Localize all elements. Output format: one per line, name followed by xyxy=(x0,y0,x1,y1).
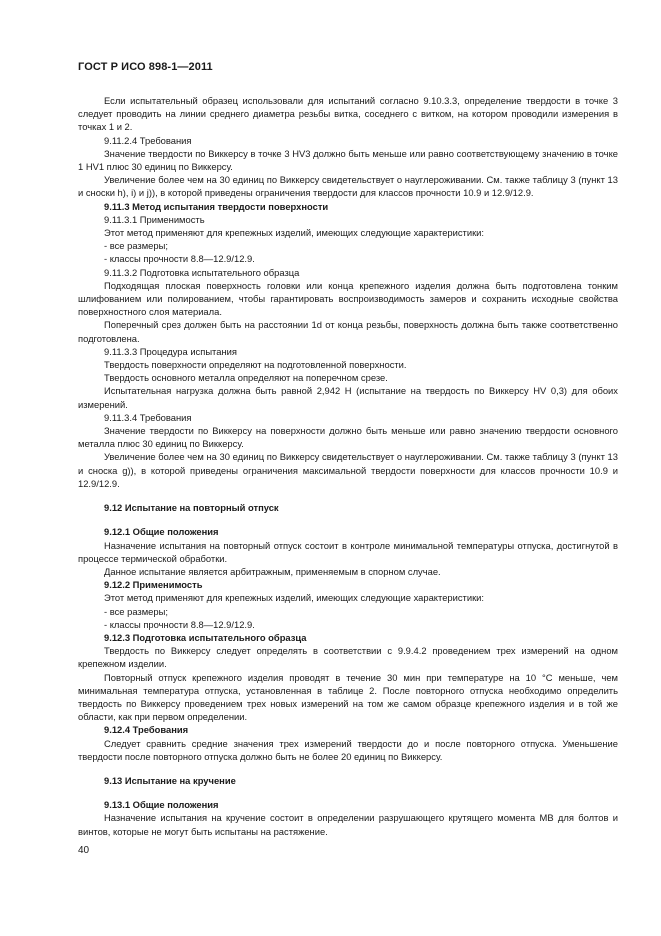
subsection-heading: 9.11.3.4 Требования xyxy=(104,411,192,423)
paragraph: Назначение испытания на кручение состоит в определении разрушающего крутящего момента MB для болтов и винтов, которые не могут быть испытаны на растяжение. xyxy=(78,812,618,837)
subsection-heading: 9.12.4 Требования xyxy=(104,724,189,736)
page-number: 40 xyxy=(78,845,90,856)
paragraph: Этот метод применяют для крепежных изделий, имеющих следующие характеристики: xyxy=(104,227,485,239)
paragraph: Увеличение более чем на 30 единиц по Виккерсу свидетельствует о науглероживании. См. также таблицу 3 (пункт 13 и сноска g)), в которой приведены ограничения максимальной твердости поверхности для классов прочности 10.9 и 12.9/12.9. xyxy=(78,451,618,489)
section-heading: 9.13 Испытание на кручение xyxy=(104,774,236,786)
paragraph: Поперечный срез должен быть на расстоянии 1d от конца резьбы, поверхность должна быть также соответственно подготовлена. xyxy=(78,319,618,344)
list-item: - классы прочности 8.8—12.9/12.9. xyxy=(104,618,255,630)
paragraph: Следует сравнить средние значения трех измерений твердости до и после повторного отпуска. Уменьшение твердости после повторного отпуска должно быть не более 20 единиц по Виккерсу. xyxy=(78,737,618,762)
paragraph: Значение твердости по Виккерсу на поверхности должно быть меньше или равно значению твердости основного металла плюс 30 единиц по Виккерсу. xyxy=(78,425,618,450)
list-item: - все размеры; xyxy=(104,240,168,252)
paragraph: Значение твердости по Виккерсу в точке 3 HV3 должно быть меньше или равно соответствующему значению в точке 1 HV1 плюс 30 единиц по Виккерсу. xyxy=(78,147,618,173)
subsection-heading: 9.11.3.1 Применимость xyxy=(104,213,205,225)
paragraph: Если испытательный образец использовали для испытаний согласно 9.10.3.3, определение твердости в точке 3 следует проводить на линии среднего диаметра резьбы витка, соседнего с витком, на котором проводили измерения в точках 1 и 2. xyxy=(78,95,618,133)
paragraph: Этот метод применяют для крепежных изделий, имеющих следующие характеристики: xyxy=(104,592,485,604)
paragraph: Твердость по Виккерсу следует определять в соответствии с 9.9.4.2 проведением трех измерений на одном крепежном изделии. xyxy=(78,645,618,670)
subsection-heading: 9.11.3.2 Подготовка испытательного образца xyxy=(104,266,300,278)
paragraph: Твердость основного металла определяют на поперечном срезе. xyxy=(104,372,388,384)
document-header: ГОСТ Р ИСО 898-1—2011 xyxy=(78,61,213,73)
paragraph: Испытательная нагрузка должна быть равной 2,942 Н (испытание на твердость по Виккерсу HV 0,3) для обоих измерений. xyxy=(78,385,618,410)
paragraph: Данное испытание является арбитражным, применяемым в спорном случае. xyxy=(104,565,441,577)
paragraph: Подходящая плоская поверхность головки или конца крепежного изделия должна быть подготовлена тонким шлифованием или полированием, чтобы гарантировать воспроизводимость замеров и сохранить исходные свойства поверхностного слоя материала. xyxy=(78,279,618,318)
subsection-heading: 9.12.1 Общие положения xyxy=(104,526,219,538)
page-body xyxy=(78,94,618,838)
subsection-heading: 9.12.3 Подготовка испытательного образца xyxy=(104,631,307,643)
subsection-heading: 9.13.1 Общие положения xyxy=(104,799,219,811)
paragraph: Повторный отпуск крепежного изделия проводят в течение 30 мин при температуре на 10 °С меньше, чем минимальная температура отпуска, установленная в таблице 2. После повторного отпуска необходимо определить твердость по Виккерсу проведением трех новых измерений на том же самом образце крепежного изделия и в той же области, как при первом определении. xyxy=(78,671,618,723)
list-item: - все размеры; xyxy=(104,605,168,617)
list-item: - классы прочности 8.8—12.9/12.9. xyxy=(104,253,255,265)
subsection-heading: 9.11.2.4 Требования xyxy=(104,134,192,146)
paragraph: Твердость поверхности определяют на подготовленной поверхности. xyxy=(104,359,407,371)
paragraph: Увеличение более чем на 30 единиц по Виккерсу свидетельствует о науглероживании. См. также таблицу 3 (пункт 13 и сноски h), i) и j)), в которой приведены ограничения твердости для классов прочности 10.9 и 12.9/12.9. xyxy=(78,174,618,199)
section-heading: 9.12 Испытание на повторный отпуск xyxy=(104,502,279,514)
paragraph: Назначение испытания на повторный отпуск состоит в контроле минимальной температуры отпуска, достигнутой в процессе термической обработки. xyxy=(78,539,618,564)
subsection-heading: 9.11.3.3 Процедура испытания xyxy=(104,345,237,357)
subsection-heading: 9.12.2 Применимость xyxy=(104,579,203,591)
section-heading: 9.11.3 Метод испытания твердости поверхности xyxy=(104,200,329,212)
